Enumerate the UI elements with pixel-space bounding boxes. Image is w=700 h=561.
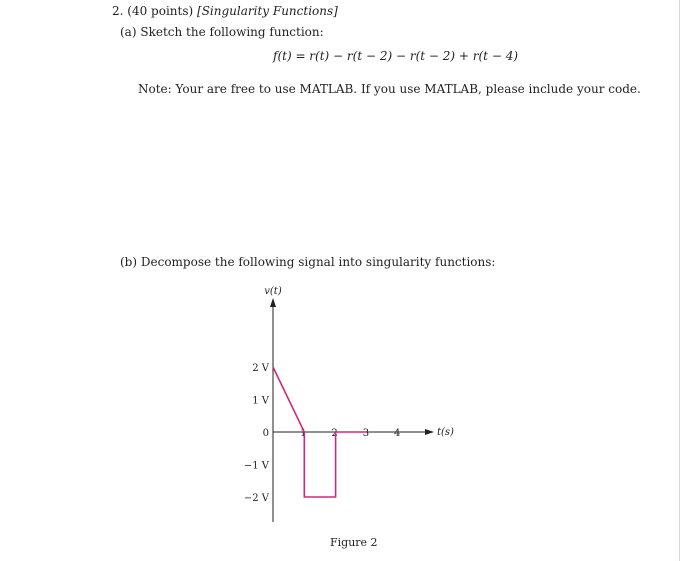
part-b-label: (b) — [120, 255, 138, 269]
tick-labels — [244, 286, 454, 504]
y-axis-arrow — [270, 298, 276, 307]
x-tick-label: 1 — [300, 428, 307, 439]
y-tick-label: 2 V — [252, 363, 269, 374]
x-tick-label: 3 — [362, 428, 370, 439]
figure-caption: Figure 2 — [330, 536, 378, 549]
x-tick-label: 4 — [394, 428, 401, 439]
y-tick-label: 1 V — [252, 395, 269, 407]
x-axis-label: t(s) — [437, 427, 454, 438]
part-a-label: (a) — [120, 25, 137, 39]
y-tick-label: 0 — [262, 428, 269, 439]
problem-number: 2. — [112, 4, 124, 18]
function-equation: f(t) = r(t) − r(t − 2) − r(t − 2) + r(t − 4) — [273, 49, 519, 63]
problem-points: (40 points) — [127, 4, 194, 18]
y-axis-label: v(t) — [264, 286, 282, 297]
part-b-instruction: Decompose the following signal into singularity functions: — [140, 255, 496, 269]
x-tick-label: 2 — [331, 428, 338, 439]
axes — [270, 298, 434, 522]
matlab-note: Note: Your are free to use MATLAB. If you use MATLAB, please include your code. — [138, 82, 641, 96]
y-tick-label: −2 V — [243, 493, 269, 504]
x-axis-arrow — [425, 429, 434, 435]
part-a-instruction: Sketch the following function: — [140, 25, 324, 39]
y-tick-label: −1 V — [243, 460, 269, 472]
problem-topic: [Singularity Functions] — [197, 4, 338, 18]
